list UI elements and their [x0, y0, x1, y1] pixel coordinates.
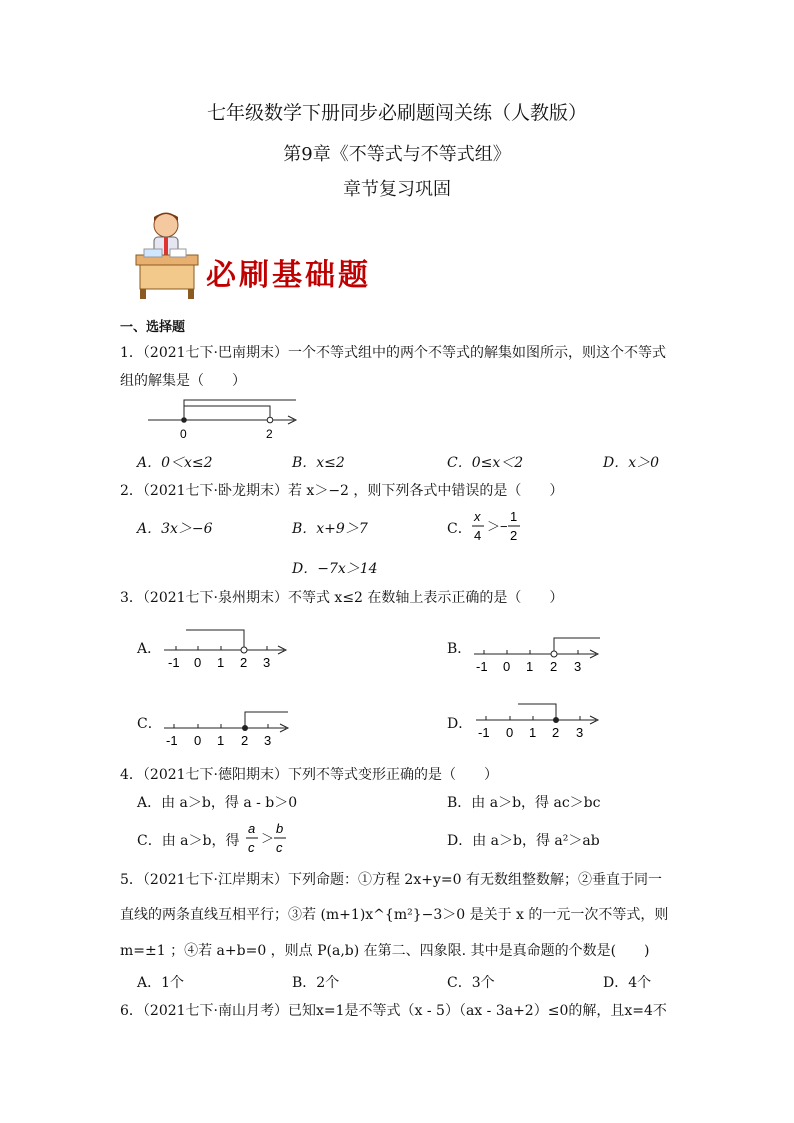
- svg-text:1: 1: [217, 655, 225, 670]
- svg-text:a: a: [248, 821, 256, 836]
- q5-option-c[interactable]: C．3个: [447, 975, 495, 991]
- svg-text:b: b: [276, 821, 284, 836]
- section-heading: 一、选择题: [120, 320, 186, 335]
- q1-option-c[interactable]: C．0≤x＜2: [447, 455, 524, 471]
- q4-option-d[interactable]: D．由 a＞b，得 a²＞ab: [447, 833, 600, 849]
- svg-text:2: 2: [550, 659, 558, 674]
- banner-title: 必刷基础题: [206, 258, 371, 293]
- q3-option-c-label[interactable]: C．: [137, 716, 162, 732]
- q1-option-d[interactable]: D．x＞0: [603, 455, 660, 471]
- q1-stem-line1: 1．（2021七下·巴南期末）一个不等式组中的两个不等式的解集如图所示，则这个不等式: [120, 345, 666, 361]
- svg-text:1: 1: [529, 725, 537, 740]
- svg-text:2: 2: [241, 733, 249, 748]
- svg-text:0: 0: [194, 733, 202, 748]
- q4-option-b[interactable]: B．由 a＞b，得 ac＞bc: [447, 795, 601, 811]
- svg-text:3: 3: [576, 725, 584, 740]
- q3-option-a-label[interactable]: A．: [137, 641, 162, 657]
- q5-option-b[interactable]: B．2个: [292, 975, 340, 991]
- svg-text:0: 0: [506, 725, 514, 740]
- svg-text:2: 2: [552, 725, 560, 740]
- svg-text:-1: -1: [478, 725, 490, 740]
- q5-stem-line3: m=±1 ；④若 a+b=0 ，则点 P(a,b) 在第二、四象限. 其中是真命题的个数是( ): [120, 943, 650, 959]
- svg-text:2: 2: [240, 655, 248, 670]
- q2-option-c-label[interactable]: C．: [447, 521, 472, 537]
- q4-option-a[interactable]: A．由 a＞b，得 a - b＞0: [137, 795, 298, 811]
- q2-stem: 2．（2021七下·卧龙期末）若 x＞−2 ，则下列各式中错误的是（ ）: [120, 483, 564, 499]
- svg-text:3: 3: [263, 655, 271, 670]
- q3-stem: 3．（2021七下·泉州期末）不等式 x≤2 在数轴上表示正确的是（ ）: [120, 590, 564, 606]
- svg-text:3: 3: [574, 659, 582, 674]
- q1-option-b[interactable]: B．x≤2: [292, 455, 345, 471]
- q2-option-d[interactable]: D．−7x＞14: [292, 561, 378, 577]
- q5-option-d[interactable]: D．4个: [603, 975, 652, 991]
- document-title: 七年级数学下册同步必刷题闯关练（人教版）: [206, 102, 587, 124]
- q5-option-a[interactable]: A．1个: [137, 975, 185, 991]
- q4-option-c-fraction: [244, 818, 294, 864]
- svg-text:0: 0: [503, 659, 511, 674]
- student-desk-illustration: [130, 205, 210, 300]
- svg-text:0: 0: [194, 655, 202, 670]
- q2-option-b[interactable]: B．x+9＞7: [292, 521, 368, 537]
- q3-option-d-number-line: [474, 698, 609, 752]
- q2c-num2: 1: [510, 509, 518, 524]
- q3-option-d-label[interactable]: D．: [447, 716, 473, 732]
- q1-axis-label-2: 2: [266, 427, 273, 441]
- svg-text:c: c: [276, 840, 283, 855]
- svg-text:1: 1: [217, 733, 225, 748]
- svg-text:1: 1: [526, 659, 534, 674]
- chapter-title: 第9章《不等式与不等式组》: [283, 144, 511, 165]
- q4-stem: 4．（2021七下·德阳期末）下列不等式变形正确的是（ ）: [120, 767, 498, 783]
- q4-option-c-label[interactable]: C．由 a＞b，得: [137, 833, 240, 849]
- svg-text:c: c: [248, 840, 255, 855]
- q5-stem-line2: 直线的两条直线互相平行；③若 (m+1)x^{m²}−3＞0 是关于 x 的一元一次不等式，则: [120, 907, 669, 923]
- section-subtitle: 章节复习巩固: [343, 179, 451, 200]
- svg-text:-1: -1: [476, 659, 488, 674]
- q6-stem-line1: 6．（2021七下·南山月考）已知x=1是不等式（x - 5）（ax - 3a+2）≤0的解，且x=4不: [120, 1003, 667, 1019]
- svg-text:-1: -1: [168, 655, 180, 670]
- q1-option-a[interactable]: A．0＜x≤2: [137, 455, 213, 471]
- q2c-rel: ＞−: [487, 519, 508, 534]
- q2c-den2: 2: [510, 528, 518, 543]
- q1-axis-label-0: 0: [180, 427, 187, 441]
- q3-option-b-label[interactable]: B．: [447, 641, 472, 657]
- svg-text:＞: ＞: [261, 831, 275, 846]
- q1-stem-line2: 组的解集是（ ）: [120, 373, 246, 389]
- svg-text:3: 3: [264, 733, 272, 748]
- q5-stem-line1: 5．（2021七下·江岸期末）下列命题：①方程 2x+y=0 有无数组整数解；②垂直于同一: [120, 872, 662, 888]
- q1-number-line: [146, 392, 306, 448]
- q2-option-c-fraction: [470, 506, 530, 552]
- q2c-num1: x: [474, 509, 481, 524]
- q2-option-a[interactable]: A．3x＞−6: [137, 521, 213, 537]
- q3-option-c-number-line: [160, 702, 295, 756]
- q2c-den1: 4: [474, 528, 482, 543]
- svg-text:-1: -1: [166, 733, 178, 748]
- q3-option-b-number-line: [472, 628, 607, 682]
- q3-option-a-number-line: [160, 622, 290, 676]
